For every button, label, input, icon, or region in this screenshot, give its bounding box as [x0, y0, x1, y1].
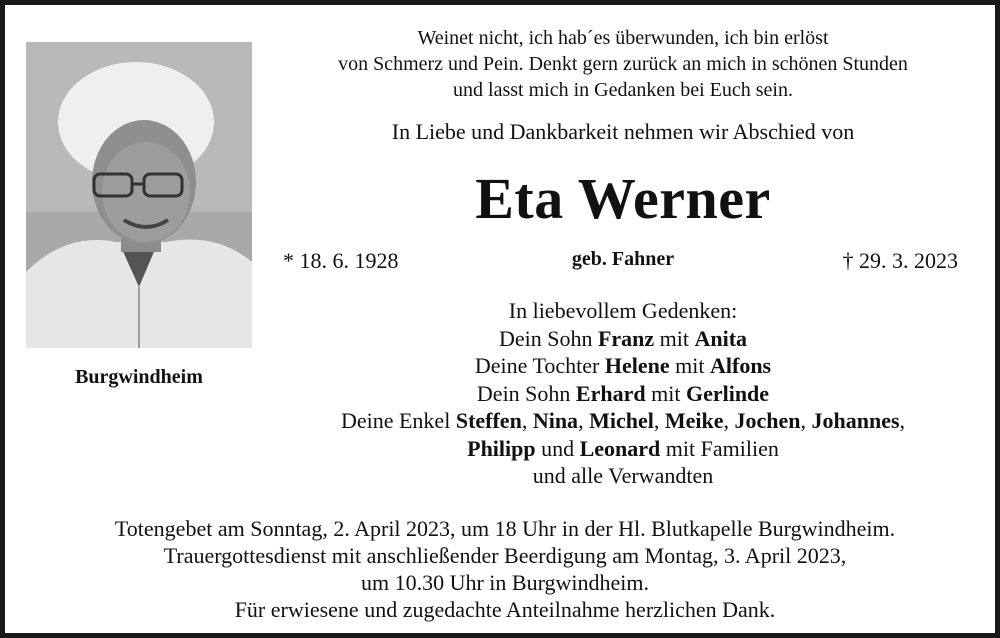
- connector-text: mit: [645, 380, 686, 406]
- mourner-line: und alle Verwandten: [532, 463, 714, 488]
- connector-text: mit Familien: [660, 435, 779, 461]
- separator: ,: [653, 408, 665, 433]
- mourners-heading: In liebevollem Gedenken:: [508, 298, 738, 323]
- mourner-line: [263, 352, 983, 380]
- grandchild-name: Philipp: [467, 435, 536, 461]
- verse-line: von Schmerz und Pein. Denkt gern zurück an mich in schönen Stunden: [338, 53, 908, 75]
- verse-line: und lasst mich in Gedanken bei Euch sein.: [453, 79, 793, 101]
- separator: ,: [800, 408, 812, 433]
- separator: ,: [899, 408, 906, 433]
- relation-text: Dein Sohn: [476, 380, 576, 406]
- service-details: [10, 515, 1000, 623]
- grandchild-name: Steffen: [455, 408, 522, 433]
- mourner-line: [263, 380, 983, 408]
- mourner-name: Franz: [597, 325, 655, 351]
- deceased-name: Eta Werner: [475, 166, 771, 231]
- grandchild-name: Meike: [664, 408, 724, 433]
- mourner-line: [263, 325, 983, 353]
- grandchild-name: Nina: [532, 408, 579, 433]
- footer-line: Trauergottesdienst mit anschließender Beerdigung am Montag, 3. April 2023,: [163, 543, 847, 568]
- separator: ,: [723, 408, 735, 433]
- farewell-intro: In Liebe und Dankbarkeit nehmen wir Abschied von: [391, 119, 855, 144]
- mourner-name: Alfons: [710, 353, 772, 378]
- footer-line: Für erwiesene und zugedachte Anteilnahme herzlichen Dank.: [234, 597, 776, 622]
- death-date: † 29. 3. 2023: [842, 248, 958, 273]
- grandchild-name: Leonard: [579, 435, 661, 461]
- connector-text: mit: [669, 353, 710, 378]
- mourner-name: Gerlinde: [685, 380, 770, 406]
- mourner-name: Anita: [694, 325, 748, 351]
- separator: ,: [521, 408, 533, 433]
- mourner-name: Erhard: [575, 380, 646, 406]
- relation-text: Dein Sohn: [498, 325, 598, 351]
- separator: ,: [578, 408, 590, 433]
- verse-line: Weinet nicht, ich hab´es überwunden, ich bin erlöst: [417, 27, 829, 49]
- mourner-name: Helene: [604, 353, 670, 378]
- mourners-list: [263, 297, 983, 490]
- portrait-photo: [26, 42, 252, 348]
- grandchild-name: Michel: [589, 408, 654, 433]
- footer-line: Totengebet am Sonntag, 2. April 2023, um 18 Uhr in der Hl. Blutkapelle Burgwindheim.: [114, 516, 896, 541]
- portrait-photo-icon: [26, 42, 252, 348]
- connector-text: mit: [654, 325, 695, 351]
- connector-text: und: [535, 435, 580, 461]
- footer-line: um 10.30 Uhr in Burgwindheim.: [360, 570, 650, 595]
- mourner-line: [263, 435, 983, 463]
- birth-date: * 18. 6. 1928: [283, 248, 399, 273]
- maiden-name: geb. Fahner: [571, 248, 675, 270]
- mourner-line: [263, 407, 983, 435]
- verse: [263, 25, 983, 103]
- place-label: Burgwindheim: [75, 366, 203, 388]
- grandchild-name: Johannes: [811, 408, 900, 433]
- relation-text: Deine Tochter: [474, 353, 605, 378]
- relation-text: Deine Enkel: [340, 408, 456, 433]
- grandchild-name: Jochen: [734, 408, 801, 433]
